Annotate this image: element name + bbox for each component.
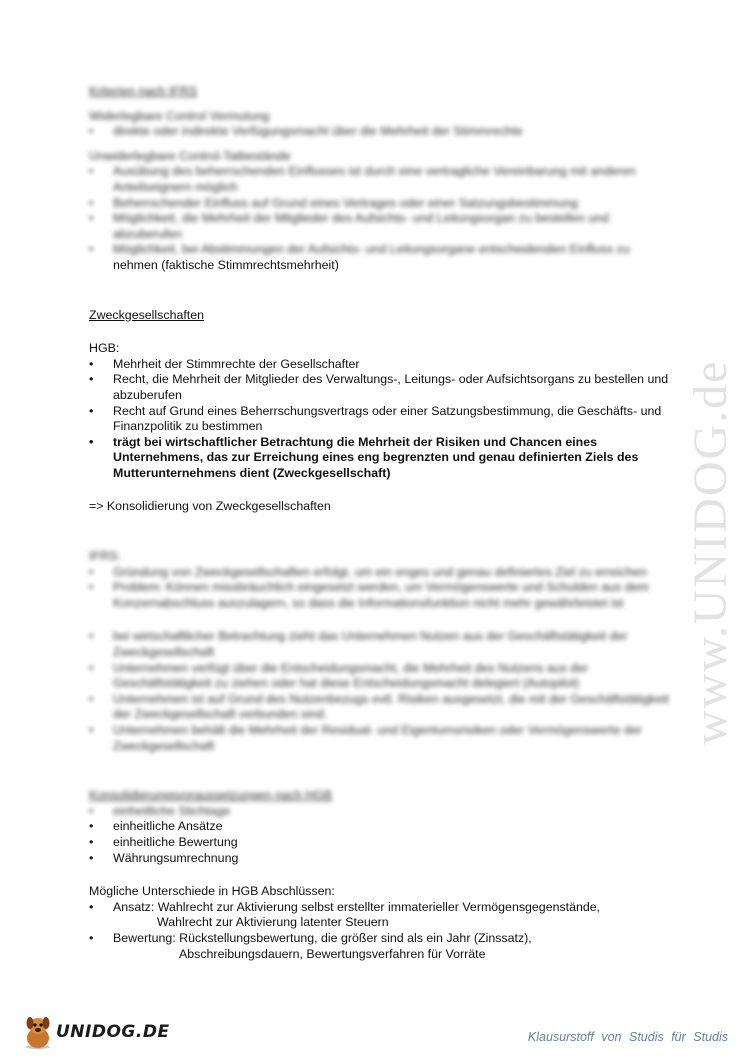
list-item: • einheitliche Stichtage — [89, 803, 231, 818]
list-item: • einheitliche Ansätze — [89, 819, 223, 834]
unidog-logo[interactable] — [22, 1014, 170, 1050]
list-item: • Gründung von Zweckgesellschaften erfolgt, um ein enges und genau definiertes Ziel zu erreichen — [89, 564, 647, 579]
konsolidierung-list — [89, 819, 669, 866]
list-item: • Unternehmen ist auf Grund des Nutzenbezugs evtl. Risiken ausgesetzt, die mit der Geschäftstätigkeit der Zweckgesellschaft verbunden sind. — [89, 691, 669, 722]
list-item: • Ausübung des beherrschenden Einflusses ist durch eine vertragliche Vereinbarung mit anderen Anteilseignern möglich — [89, 164, 636, 194]
list-item: • Mehrheit der Stimmrechte der Gesellschafter — [89, 356, 360, 371]
hgb-label: HGB: — [89, 341, 120, 356]
zweckgesellschaften-heading: Zweckgesellschaften — [89, 307, 205, 322]
list-item: • Problem: Können missbräuchlich eingesetzt werden, um Vermögenswerte und Schulden aus dem Konzernabschluss auszulagern, so dass die Informationsfunktion nicht mehr gewährleistet ist — [89, 580, 649, 610]
blurred-konsolidierung-heading: Konsolidierungsvoraussetzungen nach HGB • einheitliche Stichtage — [89, 788, 669, 819]
list-item-bold: • trägt bei wirtschaftlicher Betrachtung die Mehrheit der Risiken und Chancen eines Unternehmens, das zur Erreichung eines eng begrenzten und genau definierten Ziels des Mutterunternehmens dient (Zweckgesellschaft) — [89, 434, 639, 480]
footer-tagline: Klausurstoff von Studis für Studis — [527, 1030, 728, 1044]
ifrs-label: IFRS: — [89, 549, 121, 564]
dog-mascot-icon — [22, 1014, 54, 1050]
irrebuttable-control-list — [89, 164, 669, 242]
list-item: • Beherrschender Einfluss auf Grund eines Vertrages oder einer Satzungsbestimmung — [89, 195, 578, 210]
list-item: • Unternehmen verfügt über die Entscheidungsmacht, die Mehrheit des Nutzens aus der Geschäftstätigkeit zu ziehen oder hat diese Entscheidungsmacht delegiert (Autopilot) — [89, 660, 589, 691]
list-item: • Währungsumrechnung — [89, 850, 239, 865]
blurred-criteria-section — [89, 84, 669, 242]
ifrs-list-a — [89, 565, 669, 612]
logo-text: UNIDOG.DE — [56, 1022, 170, 1042]
criteria-last-item — [89, 242, 669, 273]
rebuttable-control-list — [89, 124, 669, 140]
list-item: • einheitliche Bewertung — [89, 834, 238, 849]
document-content — [89, 84, 669, 962]
unterschiede-heading: Mögliche Unterschiede in HGB Abschlüssen: — [89, 884, 335, 899]
list-item: • Recht auf Grund eines Beherrschungsvertrags oder einer Satzungsbestimmung, die Geschäfts- und Finanzpolitik zu bestimmen — [89, 403, 662, 434]
ifrs-list-b — [89, 629, 669, 754]
criteria-heading: Kriterien nach IFRS — [89, 84, 198, 98]
list-item: • Recht, die Mehrheit der Mitglieder des Verwaltungs-, Leitungs- oder Aufsichtsorgans zu bestellen und abzuberufen — [89, 372, 669, 402]
list-item: • bei wirtschaftlicher Betrachtung zieht das Unternehmen Nutzen aus der Geschäftstätigkeit der Zweckgesellschaft — [89, 629, 628, 660]
consolidation-conclusion: => Konsolidierung von Zweckgesellschaften — [89, 499, 331, 514]
irrebuttable-control-heading: Unwiderlegbare Control-Tatbestände — [89, 148, 291, 163]
list-item-bewertung: • Bewertung: Rückstellungsbewertung, die größer sind als ein Jahr (Zinssatz), Abschreibungsdauern, Bewertungsverfahren für Vorräte — [89, 930, 532, 961]
list-item: • Möglichkeit, die Mehrheit der Mitglieder des Aufsichts- und Leitungsorgan zu bestellen und abzuberufen — [89, 211, 609, 241]
list-item-ansatz: • Ansatz: Wahlrecht zur Aktivierung selbst erstellter immaterieller Vermögensgegenstände, Wahlrecht zur Aktivierung latenter Steuern — [89, 899, 601, 930]
blurred-ifrs-section — [89, 549, 669, 754]
list-item: • Unternehmen behält die Mehrheit der Residual- und Eigentumsrisiken oder Vermögenswerte der Zweckgesellschaft — [89, 723, 642, 753]
unterschiede-list — [89, 900, 669, 962]
list-item: • Möglichkeit, bei Abstimmungen der Aufsichts- und Leitungsorgane entscheidenden Einfluss zu nehmen (faktische Stimmrechtsmehrheit) — [89, 242, 669, 273]
rebuttable-control-heading: Widerlegbare Control Vermutung — [89, 108, 270, 123]
visible-continuation: nehmen (faktische Stimmrechtsmehrheit) — [113, 257, 339, 272]
list-item: • direkte oder indirekte Verfügungsmacht über die Mehrheit der Stimmrechte — [89, 124, 523, 139]
hgb-criteria-list — [89, 357, 669, 482]
watermark-text: www.UNIDOG.de — [684, 359, 737, 745]
